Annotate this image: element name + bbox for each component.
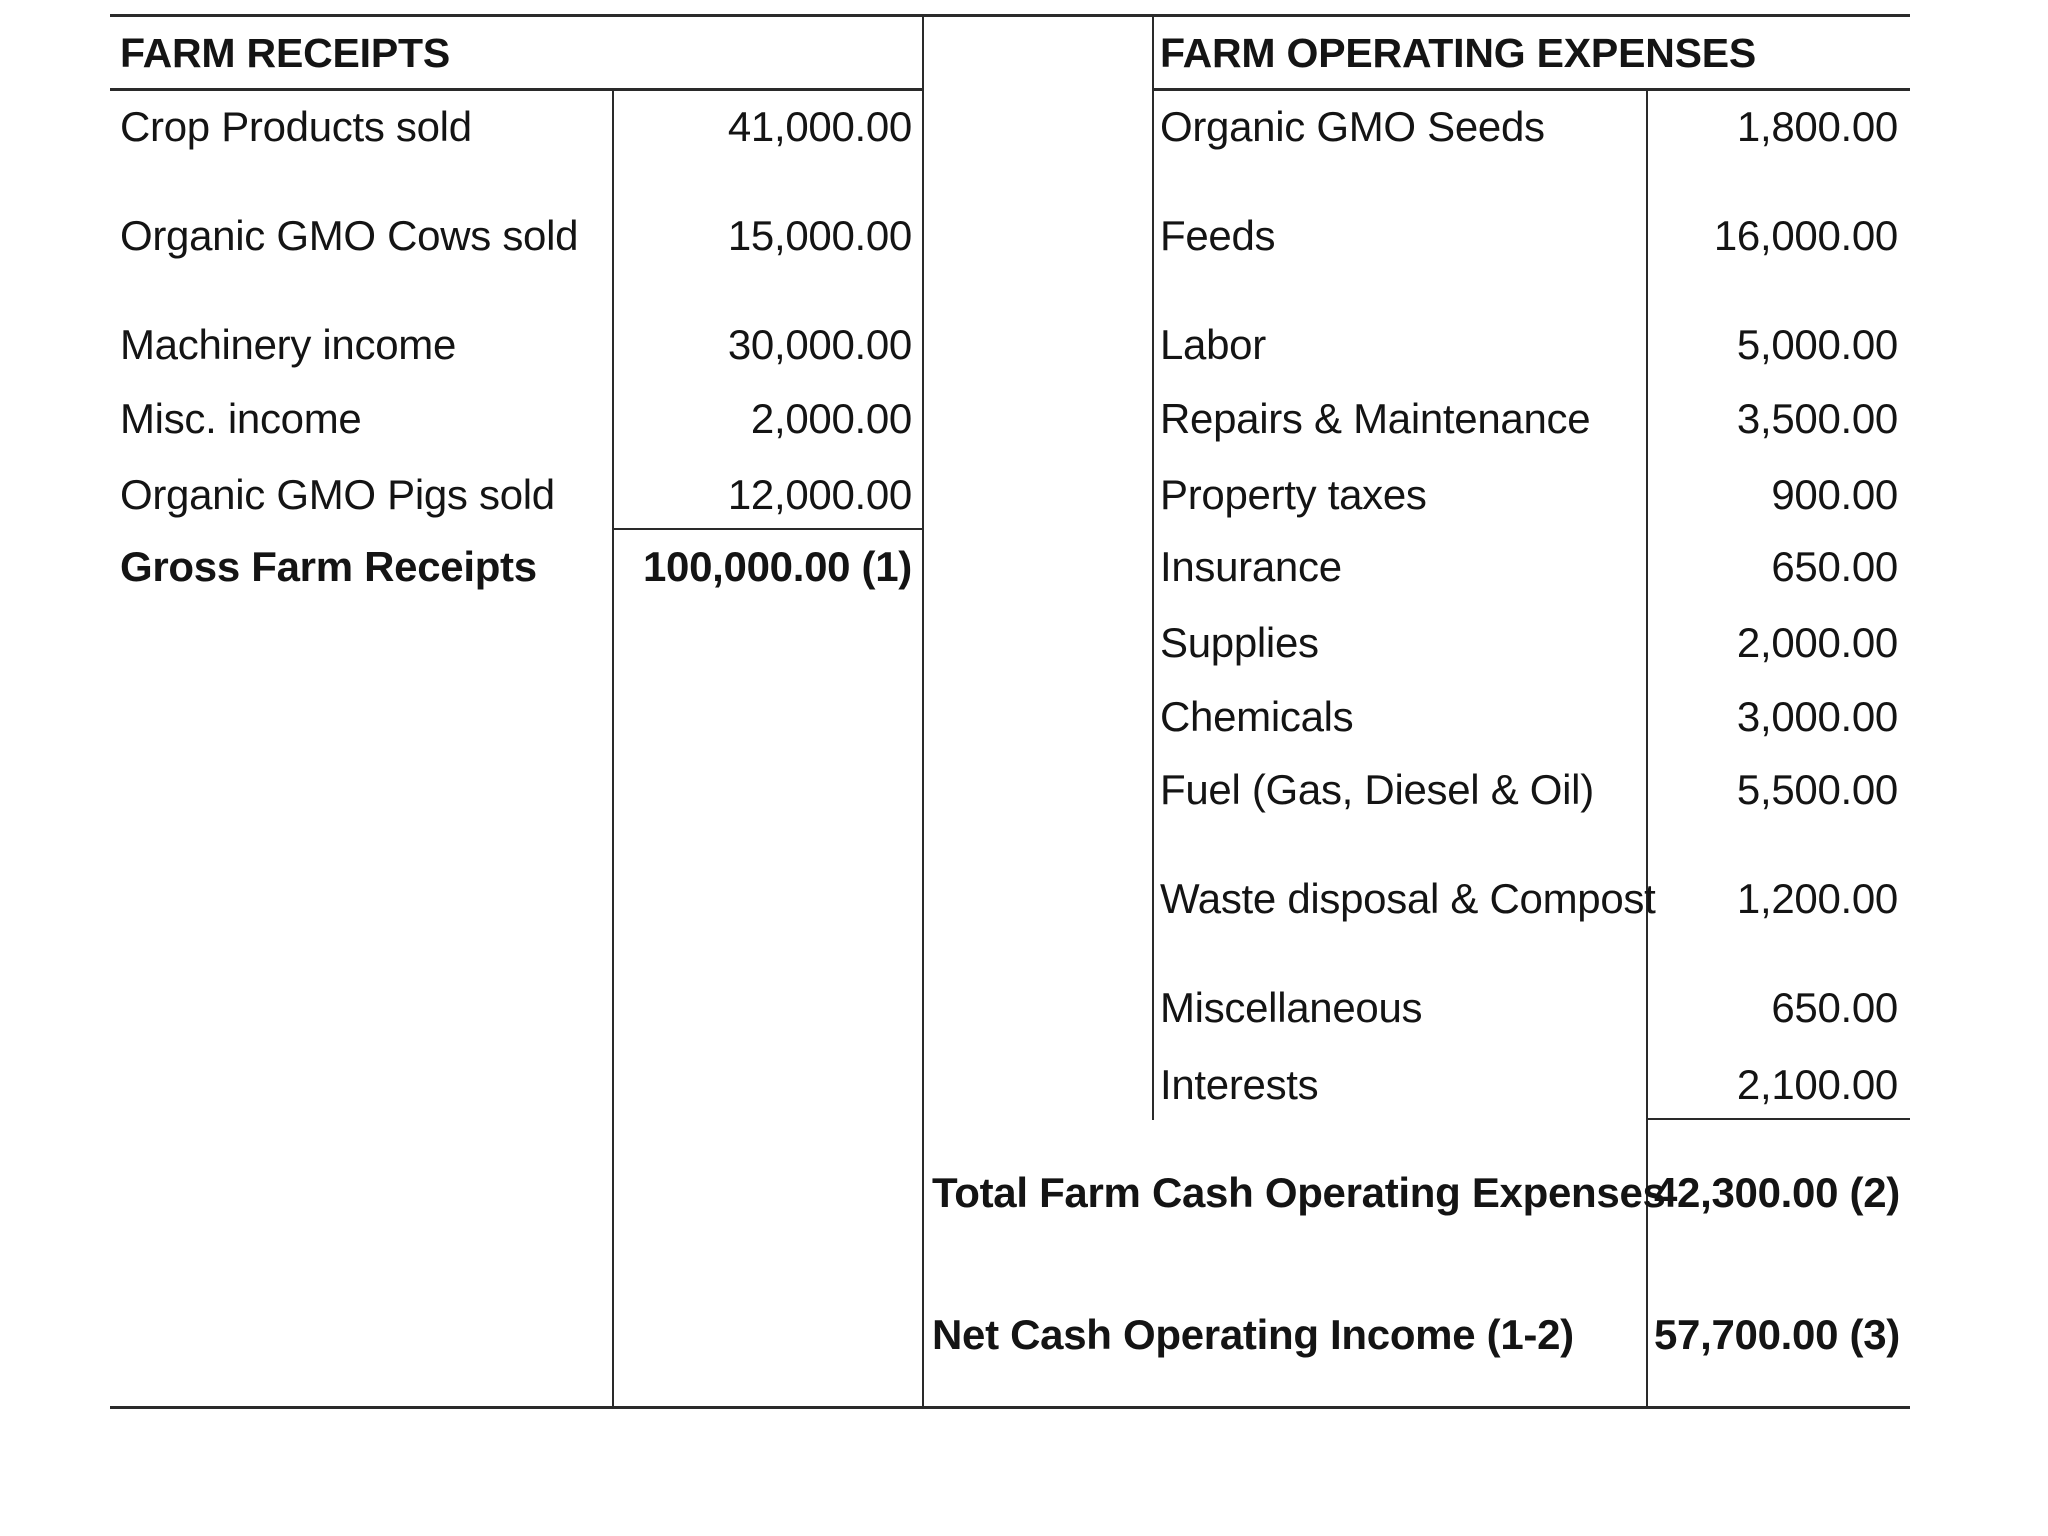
header-rule-left <box>110 88 922 91</box>
expense-value: 1,200.00 <box>1736 875 1898 922</box>
net-income-value: 57,700.00 (3) <box>1654 1311 1900 1358</box>
expense-label: Repairs & Maintenance <box>1160 395 1591 442</box>
expense-value: 2,000.00 <box>1736 619 1898 666</box>
gross-receipts-label: Gross Farm Receipts <box>120 543 537 590</box>
expense-value: 650.00 <box>1771 543 1898 590</box>
bottom-rule <box>110 1406 1910 1409</box>
expense-value: 5,000.00 <box>1736 321 1898 368</box>
expense-label: Fuel (Gas, Diesel & Oil) <box>1160 766 1594 813</box>
expense-value: 3,000.00 <box>1736 693 1898 740</box>
receipt-value: 2,000.00 <box>750 395 912 442</box>
expenses-header: FARM OPERATING EXPENSES <box>1160 30 1757 76</box>
receipt-value: 12,000.00 <box>727 471 912 518</box>
expenses-subtotal-rule <box>1648 1118 1910 1120</box>
receipt-label: Misc. income <box>120 395 362 442</box>
expense-value: 3,500.00 <box>1736 395 1898 442</box>
expense-value: 650.00 <box>1771 984 1898 1031</box>
expense-label: Waste disposal & Compost <box>1160 875 1656 922</box>
total-expenses-label: Total Farm Cash Operating Expenses <box>932 1169 1666 1216</box>
expense-label: Miscellaneous <box>1160 984 1423 1031</box>
receipt-value: 15,000.00 <box>727 212 912 259</box>
receipt-label: Organic GMO Cows sold <box>120 212 579 259</box>
receipt-label: Machinery income <box>120 321 456 368</box>
receipt-value: 41,000.00 <box>727 103 912 150</box>
expense-value: 5,500.00 <box>1736 766 1898 813</box>
expense-label: Insurance <box>1160 543 1342 590</box>
expense-value: 900.00 <box>1771 471 1898 518</box>
total-expenses-value: 42,300.00 (2) <box>1654 1169 1900 1216</box>
top-rule <box>110 14 1910 17</box>
expense-value: 16,000.00 <box>1713 212 1898 259</box>
receipts-subtotal-rule <box>612 528 922 530</box>
receipt-label: Organic GMO Pigs sold <box>120 471 555 518</box>
expense-label: Chemicals <box>1160 693 1354 740</box>
expense-label: Labor <box>1160 321 1266 368</box>
receipt-label: Crop Products sold <box>120 103 472 150</box>
expense-label: Interests <box>1160 1061 1319 1108</box>
expense-label: Organic GMO Seeds <box>1160 103 1545 150</box>
net-income-label: Net Cash Operating Income (1-2) <box>932 1311 1574 1358</box>
expenses-label-divider <box>1152 14 1154 1120</box>
expense-label: Feeds <box>1160 212 1276 259</box>
expense-label: Property taxes <box>1160 471 1427 518</box>
expense-label: Supplies <box>1160 619 1319 666</box>
receipts-value-divider <box>612 90 614 1408</box>
expense-value: 1,800.00 <box>1736 103 1898 150</box>
receipts-header: FARM RECEIPTS <box>120 30 450 76</box>
gross-receipts-value: 100,000.00 (1) <box>642 543 912 590</box>
receipt-value: 30,000.00 <box>727 321 912 368</box>
expense-value: 2,100.00 <box>1736 1061 1898 1108</box>
header-rule-right <box>1152 88 1910 91</box>
center-divider <box>922 14 924 1408</box>
